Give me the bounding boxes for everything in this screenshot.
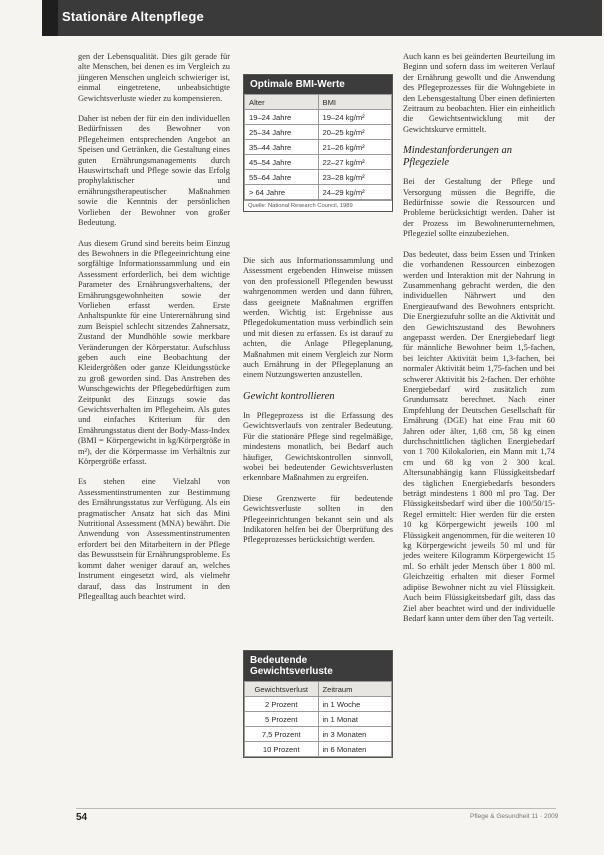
- paragraph: gen der Lebensqualität. Dies gilt gerade für alte Menschen, bei denen es im Vergleich zu jüngeren Menschen ungleich schwieriger ist, einmal eingetretene, unbeabsichtigte Gewichtsverluste wieder zu kompensieren.: [78, 52, 230, 103]
- subheading-pflegeziele: Mindestanforderungen an Pflegeziele: [403, 145, 512, 169]
- age-cell: 19–24 Jahre: [245, 110, 319, 125]
- paragraph: Bei der Gestaltung der Pflege und Versorgung müssen die Begriffe, die Bedürfnisse sowie die Ressourcen und Probleme berücksichtigt werden. Daher ist der Prozess im Bewohnerunternehmen, Pflegeziel sollte einzubeziehen.: [403, 177, 555, 239]
- table-source-note: Quelle: National Research Council, 1989: [244, 200, 392, 211]
- bmi-cell: 21–26 kg/m²: [318, 140, 392, 155]
- paragraph: Es stehen eine Vielzahl von Assessmentinstrumenten zur Bestimmung des Ernährungsstatus zur Verfügung. Als ein pragmatischer Ansatz hat sich das Mini Nutritional Assessment (MNA) bewährt. Die Anwendung von Assessmentinstrumenten erfordert bei den Mitarbeitern in der Pflege das Bewusstsein für Ernährungsprobleme. Es kommt daher weniger darauf an, welches Instrument eingesetzt wird, als vielmehr darauf, dass das Instrument in den Pflegealltag auch beachtet wird.: [78, 477, 230, 601]
- loss-cell: 5 Prozent: [245, 712, 319, 727]
- text-column-middle: [243, 256, 393, 556]
- text-column-left: [78, 52, 230, 612]
- paragraph: In Pflegeprozess ist die Erfassung des Gewichtsverlaufs von zentraler Bedeutung. Für die stationäre Pflege sind regelmäßige, mindestens monatlich, bei Bedarf auch häufiger, Gewichtskontrollen sinnvoll, wobei bei bedeutender Gewichtsverlusten erkennbare Maßnahmen zu ergreifen.: [243, 410, 393, 483]
- period-cell: in 1 Woche: [318, 697, 392, 712]
- publication-source: Pflege & Gesundheit 11 · 2009: [470, 813, 559, 820]
- bmi-cell: 20–25 kg/m²: [318, 125, 392, 140]
- table-row: [245, 727, 392, 742]
- weight-loss-table-box: [243, 650, 393, 758]
- weight-loss-table-title: Bedeutende Gewichtsverluste: [244, 651, 392, 681]
- paragraph: Diese Grenzwerte für bedeutende Gewichtsverluste sollten in den Pflegeeinrichtungen bekannt sein und als Indikatoren helfen bei der Überprüfung des Pflegeprozesses berücksichtigt werden.: [243, 493, 393, 545]
- loss-cell: 10 Prozent: [245, 742, 319, 757]
- bmi-cell: 19–24 kg/m²: [318, 110, 392, 125]
- bmi-cell: 24–29 kg/m²: [318, 185, 392, 200]
- table-row: [245, 712, 392, 727]
- paragraph: Daher ist neben der für ein den individuellen Bedürfnissen des Bewohner von Pflegeheimen entsprechenden Angebot an Speisen und Getränken, die Gestaltung eines guten Ernährungsmanagements durch Hauswirtschaft und Pflege sowie das Erfolg prophylaktischer und ernährungstherapeutischer Maßnahmen sowie die Kenntnis der persönlichen Vorlieben der Bewohner von großer Bedeutung.: [78, 114, 230, 228]
- age-cell: 25–34 Jahre: [245, 125, 319, 140]
- period-cell: in 3 Monaten: [318, 727, 392, 742]
- page-number: 54: [76, 812, 88, 823]
- table-row: [245, 125, 392, 140]
- column-header-period: Zeitraum: [318, 682, 392, 697]
- table-row: [245, 110, 392, 125]
- age-cell: 35–44 Jahre: [245, 140, 319, 155]
- column-header-bmi: BMI: [318, 95, 392, 110]
- section-title: Stationäre Altenpflege: [62, 9, 204, 24]
- bmi-cell: 22–27 kg/m²: [318, 155, 392, 170]
- paragraph: Das bedeutet, dass beim Essen und Trinken die vorhandenen Ressourcen einbezogen werden und Interaktion mit der Nahrung in Zusammenhang gebracht werden, die den individuellen Nährwert und den Energieaufwand des Bewohners entspricht. Die Energiezufuhr sollte an die Aktivität und den Gewichtszustand des Bewohners angepasst werden. Der Energiebedarf liegt für männliche Bewohner beim 1,5-fachen, bei leichter Aktivität beim 1,3-fachen, bei normaler Aktivität beim 1,75-fachen und bei schwerer Aktivität bis 2-fachen. Der erhöhte Energiebedarf wird zusätzlich zum Grundumsatz berechnet. Nach einer Empfehlung der Deutschen Gesellschaft für Ernährung (DGE) hat eine Frau mit 60 Jahren oder älter, 1,68 cm, 58 kg einen durchschnittlichen täglichen Energiebedarf von 1 700 Kilokalorien, ein Mann mit 1,74 cm und 68 kg von 2 300 kcal. Altersunabhängig kann Flüssigkeitsbedarf des täglichen Energiebedarfs besonders beträgt mindestens 1 800 ml pro Tag. Der Flüssigkeitsbedarf wird über die 100/50/15-Regel ermittelt: Hier werden für die ersten 10 kg Körpergewicht jeweils 100 ml Flüssigkeit angenommen, für die weiteren 10 kg Körpergewicht jeweils 50 ml und für jedes weitere Kilogramm Körpergewicht 15 ml. So erhält jeder Mensch über 1 800 ml. Gleichzeitig erhalten mit dieser Formel adipöse Bewohner nicht zu viel Flüssigkeit. Auch beim Flüssigkeitsbedarf gilt, dass das Ziel aber beachtet wird und der individuelle Bedarf kann unter dem über den Tag verteilt.: [403, 249, 555, 623]
- table-row: [245, 697, 392, 712]
- table-row: [245, 742, 392, 757]
- loss-cell: 7,5 Prozent: [245, 727, 319, 742]
- bmi-cell: 23–28 kg/m²: [318, 170, 392, 185]
- period-cell: in 1 Monat: [318, 712, 392, 727]
- age-cell: > 64 Jahre: [245, 185, 319, 200]
- column-header-loss: Gewichtsverlust: [245, 682, 319, 697]
- table-header-row: [245, 682, 392, 697]
- age-cell: 45–54 Jahre: [245, 155, 319, 170]
- bmi-table-box: [243, 74, 393, 212]
- footer-divider: [76, 808, 556, 809]
- table-row: [245, 185, 392, 200]
- column-header-age: Alter: [245, 95, 319, 110]
- period-cell: in 6 Monaten: [318, 742, 392, 757]
- table-row: [245, 140, 392, 155]
- weight-loss-table: [244, 681, 392, 757]
- table-header-row: [245, 95, 392, 110]
- bmi-table-title: Optimale BMI-Werte: [244, 75, 392, 94]
- paragraph: Aus diesem Grund sind bereits beim Einzug des Bewohners in die Pflegeeinrichtung eine sorgfältige Informationssammlung und ein Assessment erforderlich, bei dem wichtige Parameter des Ernährungsverhaltens, der Ernährungsgewohnheiten sowie der Vorlieben erfasst werden. Erste Anhaltspunkte für eine Unterernährung sind zum Beispiel schlecht sitzendes Zahnersatz, Zustand der Mundhöhle sowie merkbare Veränderungen der Körperstatur. Aufschluss geben auch eine Beobachtung der Kleidergrößen oder ganze Kleidungsstücke zu groß geworden sind. Das Anstreben des Wunschgewichts der Pflegebedürftigen zum Zeitpunkt des Einzugs sowie das Gewichtsverhalten im Pflegeheim. Als gutes und einfaches Kriterium für den Ernährungsstatus dient der Body-Mass-Index (BMI = Körpergewicht in kg/Körpergröße in m²), der die Körpermasse im Verhältnis zur Körpergröße erfasst.: [78, 238, 230, 467]
- table-row: [245, 155, 392, 170]
- table-row: [245, 170, 392, 185]
- text-column-right: [403, 52, 555, 634]
- loss-cell: 2 Prozent: [245, 697, 319, 712]
- age-cell: 55–64 Jahre: [245, 170, 319, 185]
- paragraph: Die sich aus Informationssammlung und Assessment ergebenden Hinweise müssen von den professionell Pflegenden bewusst wahrgenommen werden und dann führen, dass geeignete Maßnahmen ergriffen werden. Wichtig ist: Ergebnisse aus Pflegedokumentation muss verbindlich sein und mit diesen zu erfassen. Es ist darauf zu achten, die Anlage Pflegeplanung, Maßnahmen mit einem Vergleich zur Norm auch Ernährung in der Pflegeplanung an einem Nutzungswerten anzustellen.: [243, 256, 393, 380]
- paragraph: Auch kann es bei geänderten Beurteilung im Beginn und sofern dass im weiteren Verlauf der Ernährung gewollt und die Anwendung des Pflegeprozesses für die Wohngebiete in den Lebensgestaltung Über einen definierten Zeitraum zu beobachten. Hier ein einheitlich die Gewichtsentwicklung mit der Gewichtskurve ermittelt.: [403, 52, 555, 134]
- subheading-gewicht: Gewicht kontrollieren: [243, 390, 335, 402]
- bmi-table: [244, 94, 392, 200]
- header-accent-block: [42, 0, 58, 36]
